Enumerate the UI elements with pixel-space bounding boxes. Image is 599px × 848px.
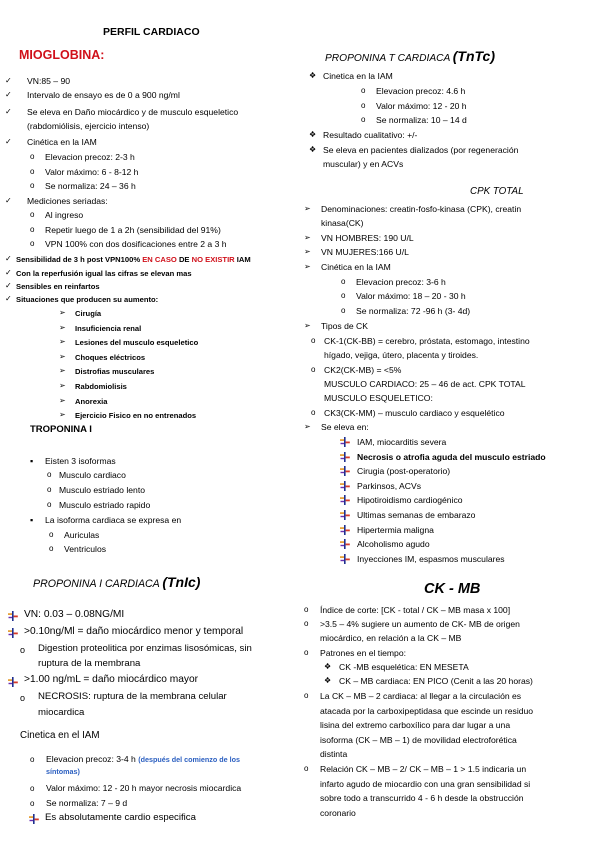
situacion-item: Insuficiencia renal [75, 323, 142, 333]
circle-bullet-icon: o [341, 306, 346, 315]
tni-vn: VN: 0.03 – 0.08NG/MI [24, 609, 125, 620]
diamond-bullet-icon: ❖ [309, 71, 317, 80]
mb-ckmb2-line: isoforma (CK – MB – 1) de movilidad electroforética [320, 734, 517, 745]
circle-bullet-icon: o [30, 755, 35, 764]
mb-esqueletica: CK -MB esquelética: EN MESETA [339, 662, 469, 672]
med-item: Repetir luego de 1 a 2h (sensibilidad del 91%) [45, 225, 221, 235]
trop-form: Musculo cardiaco [59, 470, 126, 480]
cpk-tipos: Tipos de CK [321, 321, 368, 331]
check-icon: ✓ [5, 268, 12, 277]
cpk-denominaciones-cont: kinasa(CK) [321, 218, 364, 228]
flag-bullet-icon [8, 628, 18, 638]
flag-bullet-icon [340, 554, 350, 564]
circle-bullet-icon: o [30, 239, 35, 248]
check-icon: ✓ [5, 281, 12, 290]
diamond-bullet-icon: ❖ [324, 676, 332, 685]
situacion-item: Rabdomiolisis [75, 382, 127, 391]
flag-bullet-icon [340, 466, 350, 476]
square-bullet-icon: ▪ [30, 515, 34, 525]
arrow-bullet-icon: ➢ [304, 262, 311, 271]
circle-bullet-icon: o [304, 605, 309, 614]
mb-ckmb2-line: distinta [320, 749, 348, 760]
tni-title: PROPONINA I CARDIACA (TnIc) [33, 574, 201, 590]
arrow-bullet-icon: ➢ [59, 381, 66, 390]
circle-bullet-icon: o [30, 799, 35, 808]
cpk-eleva: Se eleva en: [321, 422, 369, 432]
circle-bullet-icon: o [361, 86, 366, 95]
arrow-bullet-icon: ➢ [304, 233, 311, 242]
tni-cinetica-heading: Cinetica en el IAM [20, 730, 100, 741]
med-item: Al ingreso [45, 210, 84, 220]
mio-vn: VN:85 – 90 [27, 76, 70, 86]
circle-bullet-icon: o [30, 210, 35, 219]
circle-bullet-icon: o [49, 530, 54, 539]
tni-digestion: Digestion proteolitica por enzimas lisosómicas, sin [38, 643, 252, 654]
cpk-vn-mujeres: VN MUJERES:166 U/L [321, 247, 409, 257]
page-title: PERFIL CARDIACO [103, 26, 200, 38]
tni-cin-elevacion: Elevacion precoz: 3-4 h (después del comienzo de los [46, 754, 241, 764]
mb-cardiaca: CK – MB cardiaca: EN PICO (Cenit a las 20 horas) [339, 676, 533, 686]
circle-bullet-icon: o [47, 470, 52, 479]
eleva-item: Hipertermia maligna [357, 524, 434, 535]
check-icon: ✓ [5, 76, 12, 85]
ck2: CK2(CK-MB) = <5% [324, 365, 402, 375]
circle-bullet-icon: o [311, 408, 316, 417]
flag-bullet-icon [340, 539, 350, 549]
trop-site: Ventriculos [64, 544, 107, 554]
mio-eleva: Se eleva en Daño miocárdico y de musculo esqueletico [27, 107, 239, 117]
ck1: CK-1(CK-BB) = cerebro, próstata, estomago, intestino [324, 336, 530, 346]
circle-bullet-icon: o [311, 336, 316, 345]
cpk-cin-item: Se normaliza: 72 -96 h (3- 4d) [356, 306, 471, 316]
mb-relacion-line: coronario [320, 807, 356, 818]
circle-bullet-icon: o [47, 500, 52, 509]
situacion-item: Anorexia [75, 396, 108, 406]
trop-expresa: La isoforma cardiaca se expresa en [45, 515, 182, 525]
ck2-esqueletico: MUSCULO ESQUELETICO: [324, 393, 433, 403]
mio-cin-item: Se normaliza: 24 – 36 h [45, 181, 136, 191]
tnt-cin-item: Valor máximo: 12 - 20 h [376, 101, 467, 111]
check-icon: ✓ [5, 137, 12, 146]
flag-bullet-icon [8, 677, 18, 687]
diamond-bullet-icon: ❖ [309, 145, 317, 154]
check-icon: ✓ [5, 196, 12, 205]
tni-especifica: Es absolutamente cardio especifica [45, 812, 196, 823]
flag-bullet-icon [340, 481, 350, 491]
cpk-cin-item: Elevacion precoz: 3-6 h [356, 277, 446, 287]
tni-digestion-cont: ruptura de la membrana [38, 658, 141, 669]
situacion-item: Ejercicio Fisico en no entrenados [75, 411, 197, 421]
circle-bullet-icon: o [361, 101, 366, 110]
circle-bullet-icon: o [304, 764, 309, 773]
circle-bullet-icon: o [304, 619, 309, 628]
mio-cin-item: Elevacion precoz: 2-3 h [45, 152, 135, 162]
mio-eleva-cont: (rabdomiólisis, ejercicio intenso) [27, 121, 150, 131]
circle-bullet-icon: o [30, 152, 35, 161]
ck2-cardiaco: MUSCULO CARDIACO: 25 – 46 de act. CPK TOTAL [324, 379, 526, 389]
trop-site: Auriculas [64, 530, 100, 540]
arrow-bullet-icon: ➢ [304, 321, 311, 330]
tnt-cinetica: Cinetica en la IAM [323, 71, 393, 81]
mio-intervalo: Intervalo de ensayo es de 0 a 900 ng/ml [27, 90, 180, 100]
situacion-item: Choques eléctricos [75, 352, 146, 362]
arrow-bullet-icon: ➢ [304, 204, 311, 213]
mb-indice: Índice de corte: [CK - total / CK – MB masa x 100] [320, 605, 511, 615]
tni-necrosis-cont: miocardica [38, 707, 85, 718]
tnt-cin-item: Se normaliza: 10 – 14 d [376, 115, 467, 125]
circle-bullet-icon: o [304, 691, 309, 700]
arrow-bullet-icon: ➢ [304, 247, 311, 256]
mio-situaciones: Situaciones que producen su aumento: [16, 295, 159, 304]
flag-bullet-icon [340, 437, 350, 447]
tni-necrosis: NECROSIS: ruptura de la membrana celular [38, 691, 227, 702]
tnt-cin-item: Elevacion precoz: 4.6 h [376, 86, 466, 96]
square-bullet-icon: ▪ [30, 456, 34, 466]
flag-bullet-icon [340, 510, 350, 520]
circle-bullet-icon: o [30, 784, 35, 793]
trop-form: Musculo estriado lento [59, 485, 145, 495]
situacion-item: Distrofias musculares [75, 367, 155, 377]
mb-relacion-line: sobre todo a transcurrido 4 - 6 h desde la obstrucción [320, 793, 524, 804]
flag-bullet-icon [340, 525, 350, 535]
ck3: CK3(CK-MM) – musculo cardiaco y esquelético [324, 408, 505, 418]
ck1-cont: hígado, vejiga, útero, placenta y tiroides. [324, 350, 479, 360]
tni-cin-normaliza: Se normaliza: 7 – 9 d [46, 798, 128, 808]
eleva-item: Alcoholismo agudo [357, 539, 430, 550]
trop-isoformas: Eisten 3 isoformas [45, 456, 116, 466]
mb-patrones: Patrones en el tiempo: [320, 648, 406, 658]
mb-sugiere-cont: miocárdico, en relación a la CK – MB [320, 633, 462, 643]
flag-bullet-icon [340, 495, 350, 505]
situacion-item: Lesiones del musculo esqueletico [75, 338, 199, 348]
tnt-title: PROPONINA T CARDIACA (TnTc) [325, 48, 495, 64]
diamond-bullet-icon: ❖ [309, 130, 317, 139]
check-icon: ✓ [5, 254, 12, 263]
eleva-item: IAM, miocarditis severa [357, 437, 447, 447]
tnt-dializados: Se eleva en pacientes dializados (por regeneración [323, 145, 519, 155]
tni-mayor: >1.00 ng/mL = daño miocárdico mayor [24, 674, 199, 685]
eleva-item: Ultimas semanas de embarazo [357, 510, 476, 520]
mio-reperfusion: Con la reperfusión igual las cifras se elevan mas [16, 269, 192, 278]
arrow-bullet-icon: ➢ [59, 351, 66, 361]
troponina-heading: TROPONINA I [30, 424, 92, 435]
tni-cin-maximo: Valor máximo: 12 - 20 h mayor necrosis miocardica [46, 783, 242, 793]
circle-bullet-icon: o [49, 544, 54, 553]
circle-bullet-icon: o [20, 693, 26, 703]
arrow-bullet-icon: ➢ [59, 410, 66, 420]
circle-bullet-icon: o [304, 648, 309, 657]
cpk-vn-hombres: VN HOMBRES: 190 U/L [321, 233, 414, 243]
med-item: VPN 100% con dos dosificaciones entre 2 a 3 h [45, 239, 227, 249]
mb-relacion-line: Relación CK – MB – 2/ CK – MB – 1 > 1.5 indicaria un [320, 764, 527, 774]
eleva-item: Necrosis o atrofia aguda del musculo estriado [357, 451, 546, 462]
trop-form: Musculo estriado rapido [59, 500, 151, 510]
circle-bullet-icon: o [341, 277, 346, 286]
mio-cin-item: Valor máximo: 6 - 8-12 h [45, 167, 139, 177]
check-icon: ✓ [5, 107, 12, 116]
mioglobina-heading: MIOGLOBINA: [19, 48, 105, 62]
circle-bullet-icon: o [341, 291, 346, 300]
mb-relacion-line: infarto agudo de miocardio con una gran sensibilidad si [320, 778, 531, 789]
flag-bullet-icon [29, 814, 39, 824]
eleva-item: Hipotiroidismo cardiogénico [357, 495, 463, 506]
cpk-cin-item: Valor máximo: 18 – 20 - 30 h [356, 291, 466, 301]
circle-bullet-icon: o [30, 225, 35, 234]
tnt-resultado: Resultado cualitativo: +/- [323, 130, 418, 140]
circle-bullet-icon: o [30, 167, 35, 176]
circle-bullet-icon: o [20, 645, 26, 655]
flag-bullet-icon [8, 611, 18, 621]
circle-bullet-icon: o [47, 485, 52, 494]
arrow-bullet-icon: ➢ [59, 366, 66, 376]
situacion-item: Cirugía [75, 309, 102, 318]
ckmb-title: CK - MB [424, 581, 481, 597]
arrow-bullet-icon: ➢ [59, 395, 66, 405]
arrow-bullet-icon: ➢ [59, 308, 66, 317]
arrow-bullet-icon: ➢ [304, 422, 311, 431]
mio-reinfartos: Sensibles en reinfartos [16, 282, 100, 291]
diamond-bullet-icon: ❖ [324, 662, 332, 671]
eleva-item: Cirugia (post-operatorio) [357, 466, 451, 477]
eleva-item: Inyecciones IM, espasmos musculares [357, 553, 505, 564]
arrow-bullet-icon: ➢ [59, 322, 66, 332]
mb-ckmb2-line: lisina del extremo carboxílico para dar lugar a una [320, 720, 511, 731]
cpk-title: CPK TOTAL [470, 186, 524, 197]
flag-bullet-icon [340, 452, 350, 462]
mb-ckmb2-line: La CK – MB – 2 cardiaca: al llegar a la circulación es [320, 691, 522, 701]
mb-ckmb2-line: atacada por la carboxipeptidasa que escinde un residuo [320, 705, 534, 716]
check-icon: ✓ [5, 294, 12, 303]
tni-cin-nota: síntomas) [46, 767, 80, 776]
circle-bullet-icon: o [311, 365, 316, 374]
cpk-denominaciones: Denominaciones: creatin-fosfo-kinasa (CPK), creatin [321, 204, 522, 214]
tnt-dializados-cont: muscular) y en ACVs [323, 159, 404, 169]
cpk-cinetica: Cinética en la IAM [321, 262, 391, 272]
arrow-bullet-icon: ➢ [59, 337, 66, 347]
check-icon: ✓ [5, 90, 12, 99]
tni-menor: >0.10ng/Ml = daño miocárdico menor y temporal [24, 626, 244, 637]
mio-mediciones: Mediciones seriadas: [27, 196, 108, 206]
circle-bullet-icon: o [361, 115, 366, 124]
mb-sugiere: >3.5 – 4% sugiere un aumento de CK- MB de origen [320, 619, 520, 629]
mio-cinetica: Cinética en la IAM [27, 137, 97, 147]
circle-bullet-icon: o [30, 181, 35, 190]
mio-sensibilidad: Sensibilidad de 3 h post VPN100% EN CASO DE NO EXISTIR IAM [16, 255, 251, 264]
eleva-item: Parkinsos, ACVs [357, 480, 421, 491]
